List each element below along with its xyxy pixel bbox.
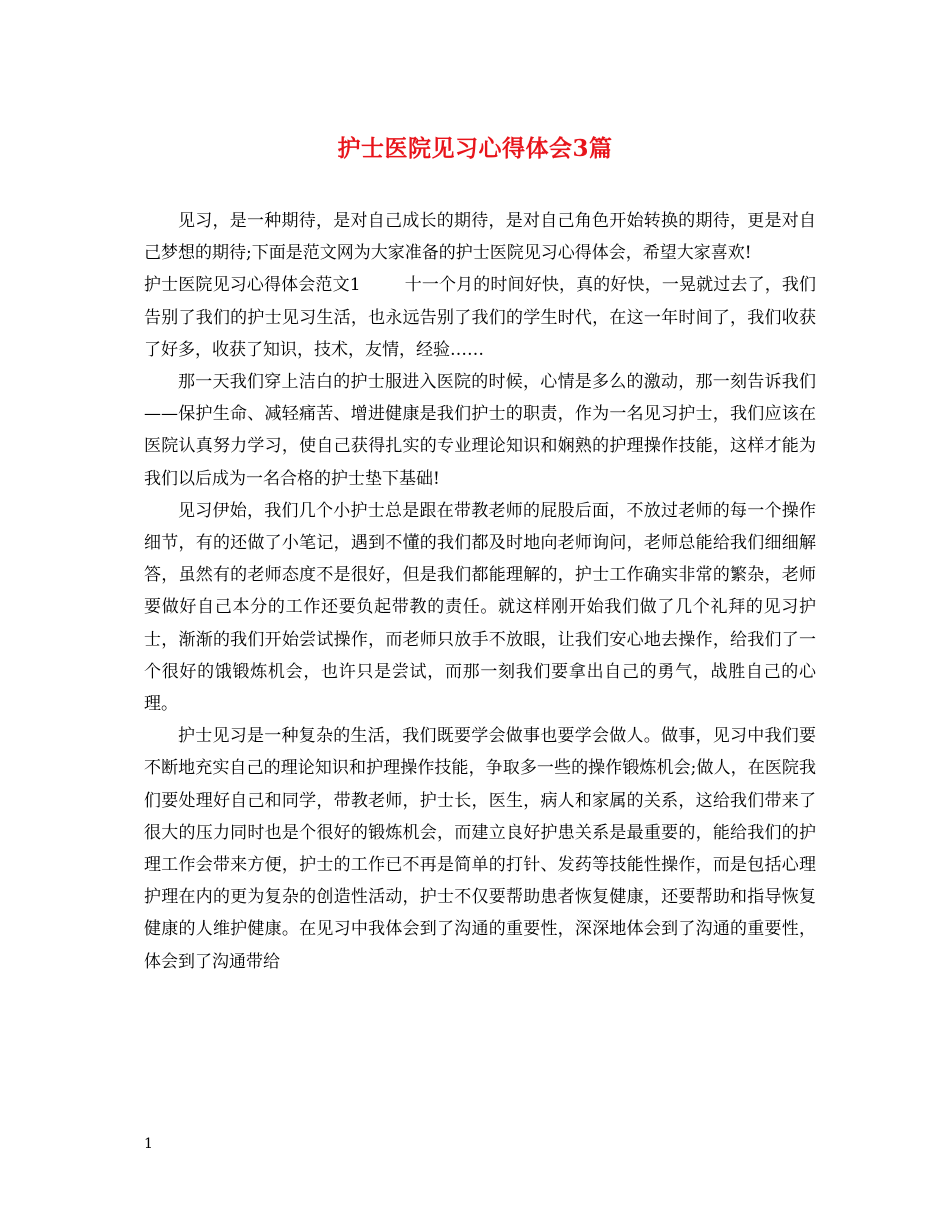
section-paragraph bbox=[144, 269, 816, 366]
document-title: 护士医院见习心得体会3篇 bbox=[337, 135, 613, 162]
body-paragraph-3: 护士见习是一种复杂的生活，我们既要学会做事也要学会做人。做事，见习中我们要不断地充实自己的理论知识和护理操作技能，争取多一些的操作锻炼机会;做人，在医院我们要处理好自己和同学，带教老师，护士长，医生，病人和家属的关系，这给我们带来了很大的压力同时也是个很好的锻炼机会，而建立良好护患关系是最重要的，能给我们的护理工作会带来方便，护士的工作已不再是简单的打针、发药等技能性操作，而是包括心理护理在内的更为复杂的创造性活动，护士不仅要帮助患者恢复健康，还要帮助和指导恢复健康的人维护健康。在见习中我体会到了沟通的重要性，深深地体会到了沟通的重要性，体会到了沟通带给 bbox=[144, 726, 816, 972]
section-first-paragraph: 十一个月的时间好快，真的好快，一晃就过去了，我们告别了我们的护士见习生活，也永远告别了我们的学生时代，在这一年时间了，我们收获了好多，收获了知识，技术，友情，经验…… bbox=[144, 275, 816, 360]
intro-paragraph: 见习，是一种期待，是对自己成长的期待，是对自己角色开始转换的期待，更是对自己梦想的期待;下面是范文网为大家准备的护士医院见习心得体会，希望大家喜欢! bbox=[144, 211, 816, 264]
body-paragraph-2: 见习伊始，我们几个小护士总是跟在带教老师的屁股后面，不放过老师的每一个操作细节，有的还做了小笔记，遇到不懂的我们都及时地向老师询问，老师总能给我们细细解答，虽然有的老师态度不是很好，但是我们都能理解的，护士工作确实非常的繁杂，老师要做好自己本分的工作还要负起带教的责任。就这样刚开始我们做了几个礼拜的见习护士，渐渐的我们开始尝试操作，而老师只放手不放眼，让我们安心地去操作，给我们了一个很好的饿锻炼机会，也许只是尝试，而那一刻我们要拿出自己的勇气，战胜自己的心理。 bbox=[144, 500, 816, 715]
body-paragraph-1: 那一天我们穿上洁白的护士服进入医院的时候，心情是多么的激动，那一刻告诉我们——保护生命、减轻痛苦、增进健康是我们护士的职责，作为一名见习护士，我们应该在医院认真努力学习，使自己获得扎实的专业理论知识和娴熟的护理操作技能，这样才能为我们以后成为一名合格的护士垫下基础! bbox=[144, 372, 816, 489]
document-body bbox=[144, 205, 816, 978]
page-number: 1 bbox=[144, 1136, 153, 1152]
section-heading: 护士医院见习心得体会范文1 bbox=[144, 275, 361, 296]
